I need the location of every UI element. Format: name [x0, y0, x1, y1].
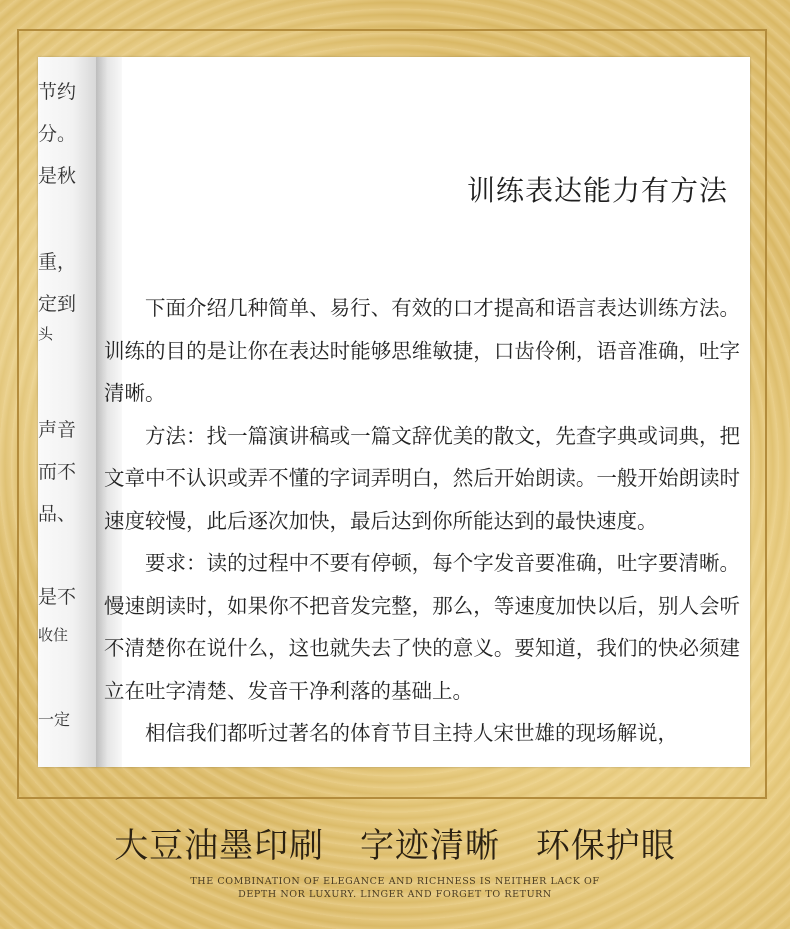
english-caption-line-1: THE COMBINATION OF ELEGANCE AND RICHNESS IS NEITHER LACK OF: [190, 876, 600, 887]
left-page-fragment: 重，: [38, 251, 77, 273]
left-page-fragment: 分。: [38, 123, 77, 145]
left-page-fragment: 定到: [38, 293, 77, 315]
paragraph: 要求：读的过程中不要有停顿，每个字发音要准确，吐字要清晰。慢速朗读时，如果你不把音发完整，那么，等速度加快以后，别人会听不清楚你在说什么，这也就失去了快的意义。要知道，我们的快必须建立在吐字清楚、发音干净利落的基础上。: [104, 551, 740, 703]
left-page-fragment: 声音: [38, 419, 77, 441]
left-page: [38, 57, 96, 767]
tagline-part: 大豆油墨印刷: [114, 826, 325, 866]
left-page-fragment: 节约: [38, 81, 77, 103]
book-photo: [38, 57, 750, 767]
tagline-part: 环保护眼: [535, 826, 676, 866]
left-page-fragment: 是不: [38, 586, 77, 608]
page-title: 训练表达能力有方法: [466, 174, 728, 207]
paragraph: 方法：找一篇演讲稿或一篇文辞优美的散文，先查字典或词典，把文章中不认识或弄不懂的字词弄明白，然后开始朗读。一般开始朗读时速度较慢，此后逐次加快，最后达到你所能达到的最快速度。: [104, 423, 740, 533]
english-caption-line-2: DEPTH NOR LUXURY. LINGER AND FORGET TO RETURN: [238, 889, 552, 900]
paragraph: 下面介绍几种简单、易行、有效的口才提高和语言表达训练方法。训练的目的是让你在表达时能够思维敏捷，口齿伶俐，语音准确，吐字清晰。: [104, 296, 740, 405]
tagline-part: 字迹清晰: [360, 826, 500, 866]
left-page-fragment: 头: [38, 325, 54, 343]
body-text: [104, 287, 740, 755]
left-page-fragment: 而不: [38, 461, 77, 483]
tagline: [0, 818, 790, 867]
paragraph: 相信我们都听过著名的体育节目主持人宋世雄的现场解说，: [145, 721, 678, 745]
left-page-fragment: 是秋: [38, 165, 77, 187]
left-page-fragment: 一定: [38, 710, 71, 729]
left-page-fragment: 收住: [38, 626, 69, 644]
left-page-fragment: 品、: [38, 503, 77, 525]
